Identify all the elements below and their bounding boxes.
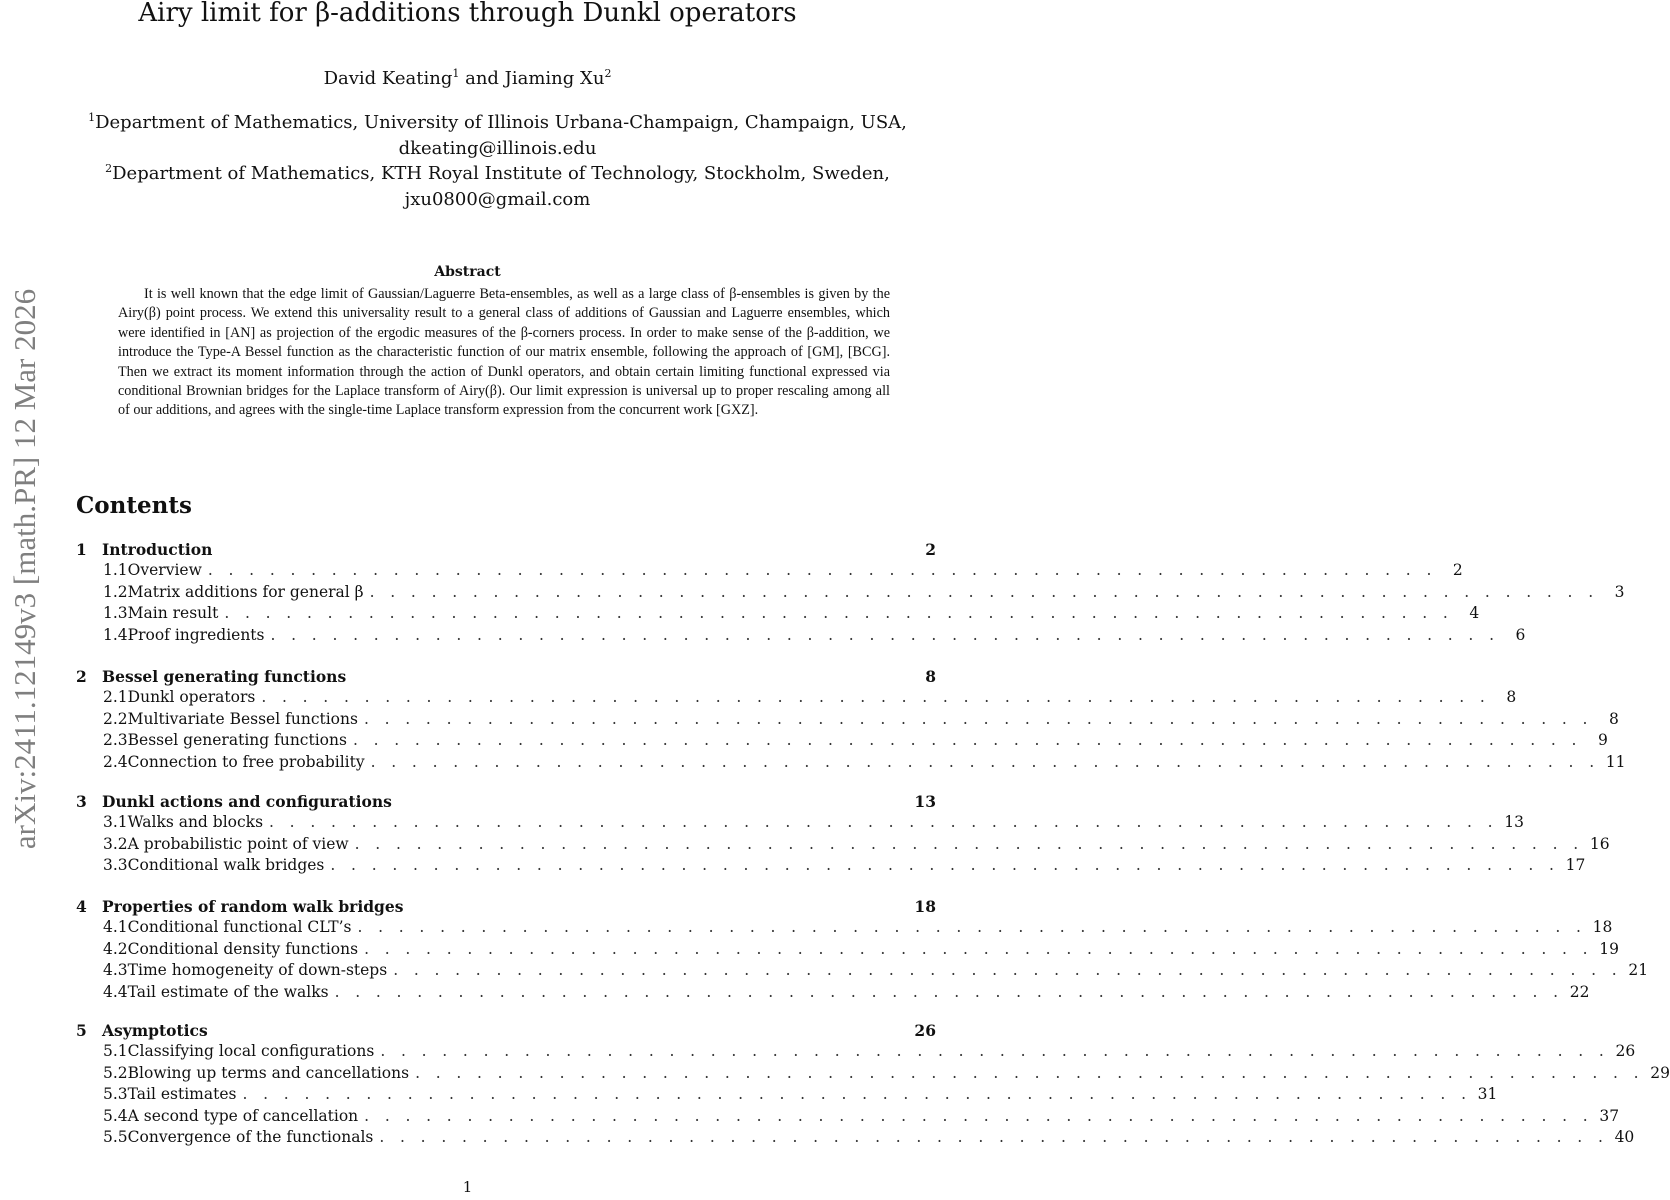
toc-subsection-title: Tail estimates [127,1085,237,1104]
toc-subsection-title: Blowing up terms and cancellations [127,1063,410,1082]
toc-subsection-number: 2.4 [103,752,128,771]
toc-subsection-title: Walks and blocks [127,813,264,832]
toc-subsection-entry[interactable] [76,731,1608,752]
toc-subsection-title: Main result [127,604,219,623]
toc-subsection-number: 5.4 [103,1106,128,1125]
toc-section-title: Dunkl actions and configurations [102,792,392,811]
toc-leader-dots: . . . . . . . . . . . . . . . . . . . . . . . . . . . . . . . . . . . . . . . . . . . . . . . . . . . . . . . . . . . . [380,1042,1610,1061]
toc-subsection-entry[interactable] [76,834,1610,856]
toc-leader-dots: . . . . . . . . . . . . . . . . . . . . . . . . . . . . . . . . . . . . . . . . . . . . . . . . . . . . . . . . . . . . [207,561,1437,580]
toc-subsection-page: 9 [1598,731,1608,750]
affiliation-email: dkeating@illinois.edu [398,138,597,159]
toc-section-number: 1 [76,540,87,559]
toc-subsection-number: 1.1 [103,561,128,580]
toc-section-page: 2 [925,540,936,559]
toc-leader-dots: . . . . . . . . . . . . . . . . . . . . . . . . . . . . . . . . . . . . . . . . . . . . . . . . . . . . . . . . . . . . [261,688,1491,707]
toc-section-page: 18 [914,897,936,916]
toc-subsection-entry[interactable] [76,604,1480,625]
toc-subsection-title: A second type of cancellation [127,1106,359,1125]
affiliation-mark: 2 [604,67,612,80]
toc-subsection-page: 40 [1614,1128,1635,1146]
toc-subsection-entry[interactable] [76,856,1586,877]
author-name: Jiaming Xu [504,68,605,89]
toc-subsection-entry[interactable] [76,1042,1636,1063]
toc-subsection-page: 2 [1452,561,1463,580]
toc-section-entry[interactable] [76,667,936,688]
toc-subsection-number: 1.2 [103,582,128,601]
toc-section-number: 5 [76,1021,87,1040]
toc-subsection-title: Connection to free probability [127,752,365,771]
toc-leader-dots: . . . . . . . . . . . . . . . . . . . . . . . . . . . . . . . . . . . . . . . . . . . . . . . . . . . . . . . . . . . . [364,1106,1594,1125]
toc-subsection-page: 21 [1628,961,1649,980]
toc-section-entry[interactable] [76,540,936,561]
toc-leader-dots: . . . . . . . . . . . . . . . . . . . . . . . . . . . . . . . . . . . . . . . . . . . . . . . . . . . . . . . . . . . . [379,1128,1609,1146]
toc-subsection-title: Tail estimate of the walks [127,982,329,1001]
toc-subsection-number: 1.3 [103,604,128,623]
toc-leader-dots: . . . . . . . . . . . . . . . . . . . . . . . . . . . . . . . . . . . . . . . . . . . . . . . . . . . . . . . . . . . . [334,982,1564,1001]
toc-subsection-title: Classifying local configurations [127,1042,375,1061]
toc-subsection-number: 1.4 [103,625,128,644]
toc-leader-dots: . . . . . . . . . . . . . . . . . . . . . . . . . . . . . . . . . . . . . . . . . . . . . . . . . . . . . . . . . . . . [354,834,1584,853]
toc-subsection-page: 37 [1599,1106,1620,1125]
toc-subsection-entry[interactable] [76,1106,1620,1128]
toc-subsection-page: 31 [1477,1085,1498,1104]
toc-leader-dots: . . . . . . . . . . . . . . . . . . . . . . . . . . . . . . . . . . . . . . . . . . . . . . . . . . . . . . . . . . . . [370,752,1600,771]
toc-subsection-entry[interactable] [76,1063,1670,1085]
toc-subsection-entry[interactable] [76,918,1613,939]
toc-subsection-page: 17 [1565,856,1586,875]
toc-subsection-number: 4.2 [103,939,128,958]
abstract-text: It is well known that the edge limit of Gaussian/Laguerre Beta-ensembles, as well as a large class of β-ensembles is given by the Airy(β) point process. We extend this universality result to a general class of additions of Gaussian and Laguerre ensembles, which were identified in [AN] as projection of the ergodic measures of the β-corners process. In order to make sense of the β-addition, we introduce the Type-A Bessel function as the characteristic function of our matrix ensemble, following the approach of [GM], [BCG]. Then we extract its moment information through the action of Dunkl operators, and obtain certain limiting functional expressed via conditional Brownian bridges for the Laplace transform of Airy(β). Our limit expression is universal up to proper rescaling among all of our additions, and agrees with the single-time Laplace transform expression from the concurrent work [GXZ]. [118,286,890,419]
author-connector: and [459,68,505,89]
toc-subsection-page: 6 [1515,625,1526,644]
affiliation-mark: 1 [88,111,96,124]
affiliation-mark: 2 [105,162,113,175]
toc-section-entry[interactable] [76,792,936,813]
toc-leader-dots: . . . . . . . . . . . . . . . . . . . . . . . . . . . . . . . . . . . . . . . . . . . . . . . . . . . . . . . . . . . . [363,709,1593,728]
toc-subsection-title: Matrix additions for general β [127,582,364,601]
toc-leader-dots: . . . . . . . . . . . . . . . . . . . . . . . . . . . . . . . . . . . . . . . . . . . . . . . . . . . . . . . . . . . . [269,813,1498,832]
affiliation-mark: 1 [452,67,460,80]
toc-section-title: Bessel generating functions [102,667,347,686]
toc-subsection-title: Bessel generating functions [127,731,347,750]
toc-subsection-number: 3.3 [103,856,128,875]
toc-subsection-title: Proof ingredients [127,625,265,644]
toc-subsection-entry[interactable] [76,625,1526,647]
toc-subsection-page: 8 [1609,709,1619,728]
toc-subsection-entry[interactable] [76,752,1626,774]
toc-subsection-page: 11 [1605,752,1626,771]
page-number: 1 [462,1178,473,1196]
toc-subsection-number: 2.2 [103,709,128,728]
toc-subsection-page: 4 [1469,604,1480,623]
toc-subsection-page: 22 [1569,982,1590,1001]
toc-subsection-number: 5.1 [103,1042,128,1061]
toc-subsection-number: 3.2 [103,834,128,853]
toc-subsection-page: 26 [1615,1042,1636,1061]
abstract-heading: Abstract [434,264,501,280]
toc-subsection-title: Overview [127,561,202,580]
arxiv-side-identifier: arXiv:2411.12149v3 [math.PR] 12 Mar 2026 [7,288,42,850]
toc-subsection-title: A probabilistic point of view [127,834,349,853]
toc-subsection-number: 5.5 [103,1128,128,1146]
toc-subsection-entry[interactable] [76,939,1619,961]
toc-subsection-number: 2.3 [103,731,128,750]
table-of-contents [76,0,1670,1200]
toc-leader-dots: . . . . . . . . . . . . . . . . . . . . . . . . . . . . . . . . . . . . . . . . . . . . . . . . . . . . . . . . . . . . [369,582,1599,601]
toc-section-page: 8 [925,667,936,686]
toc-section-page: 13 [914,792,936,811]
contents-heading: Contents [76,492,192,519]
toc-subsection-entry[interactable] [76,961,1649,982]
toc-subsection-entry[interactable] [76,561,1463,582]
toc-section-title: Asymptotics [102,1021,208,1040]
toc-subsection-page: 29 [1650,1063,1670,1082]
toc-subsection-title: Dunkl operators [127,688,256,707]
toc-subsection-entry[interactable] [76,582,1625,604]
toc-subsection-title: Conditional functional CLT’s [127,918,352,937]
toc-subsection-number: 4.4 [103,982,128,1001]
toc-section-number: 4 [76,897,87,916]
toc-subsection-entry[interactable] [76,813,1524,834]
toc-section-title: Introduction [102,540,213,559]
toc-leader-dots: . . . . . . . . . . . . . . . . . . . . . . . . . . . . . . . . . . . . . . . . . . . . . . . . . . . . . . . . . . . . [364,939,1593,958]
toc-subsection-number: 3.1 [103,813,128,832]
toc-subsection-number: 5.2 [103,1063,128,1082]
toc-subsection-entry[interactable] [76,1085,1498,1106]
toc-subsection-title: Time homogeneity of down-steps [127,961,388,980]
toc-subsection-page: 16 [1589,834,1610,853]
toc-leader-dots: . . . . . . . . . . . . . . . . . . . . . . . . . . . . . . . . . . . . . . . . . . . . . . . . . . . . . . . . . . . . [270,625,1500,644]
toc-subsection-page: 13 [1504,813,1524,832]
toc-section-number: 3 [76,792,87,811]
affiliation-institution: Department of Mathematics, KTH Royal Institute of Technology, Stockholm, Sweden, [112,163,890,184]
toc-subsection-title: Convergence of the functionals [127,1128,374,1146]
toc-leader-dots: . . . . . . . . . . . . . . . . . . . . . . . . . . . . . . . . . . . . . . . . . . . . . . . . . . . . . . . . . . . . [242,1085,1472,1104]
toc-subsection-entry[interactable] [76,982,1590,1004]
toc-subsection-page: 18 [1592,918,1613,937]
toc-subsection-entry[interactable] [76,1128,1635,1149]
toc-section-title: Properties of random walk bridges [102,897,404,916]
toc-leader-dots: . . . . . . . . . . . . . . . . . . . . . . . . . . . . . . . . . . . . . . . . . . . . . . . . . . . . . . . . . . . . [330,856,1560,875]
toc-subsection-page: 19 [1599,939,1619,958]
toc-subsection-entry[interactable] [76,688,1517,709]
toc-subsection-number: 4.3 [103,961,128,980]
affiliation-email: jxu0800@gmail.com [404,189,591,210]
toc-leader-dots: . . . . . . . . . . . . . . . . . . . . . . . . . . . . . . . . . . . . . . . . . . . . . . . . . . . . . . . . . . . . [393,961,1623,980]
toc-leader-dots: . . . . . . . . . . . . . . . . . . . . . . . . . . . . . . . . . . . . . . . . . . . . . . . . . . . . . . . . . . . . [224,604,1454,623]
toc-subsection-page: 8 [1506,688,1517,707]
toc-leader-dots: . . . . . . . . . . . . . . . . . . . . . . . . . . . . . . . . . . . . . . . . . . . . . . . . . . . . . . . . . . . . [415,1063,1644,1082]
toc-subsection-page: 3 [1614,582,1625,601]
toc-section-number: 2 [76,667,87,686]
toc-leader-dots: . . . . . . . . . . . . . . . . . . . . . . . . . . . . . . . . . . . . . . . . . . . . . . . . . . . . . . . . . . . . [357,918,1587,937]
paper-title: Airy limit for β-additions through Dunkl operators [138,0,797,28]
toc-leader-dots: . . . . . . . . . . . . . . . . . . . . . . . . . . . . . . . . . . . . . . . . . . . . . . . . . . . . . . . . . . . . [352,731,1582,750]
author-name: David Keating [323,68,453,89]
toc-section-entry[interactable] [76,1021,936,1042]
affiliation-institution: Department of Mathematics, University of Illinois Urbana-Champaign, Champaign, USA, [95,112,907,133]
toc-section-page: 26 [914,1021,936,1040]
toc-subsection-title: Conditional density functions [127,939,359,958]
toc-section-entry[interactable] [76,897,936,918]
toc-subsection-title: Multivariate Bessel functions [127,709,358,728]
toc-subsection-number: 2.1 [103,688,128,707]
toc-subsection-entry[interactable] [76,709,1619,731]
toc-subsection-number: 5.3 [103,1085,128,1104]
toc-subsection-title: Conditional walk bridges [127,856,325,875]
toc-subsection-number: 4.1 [103,918,128,937]
